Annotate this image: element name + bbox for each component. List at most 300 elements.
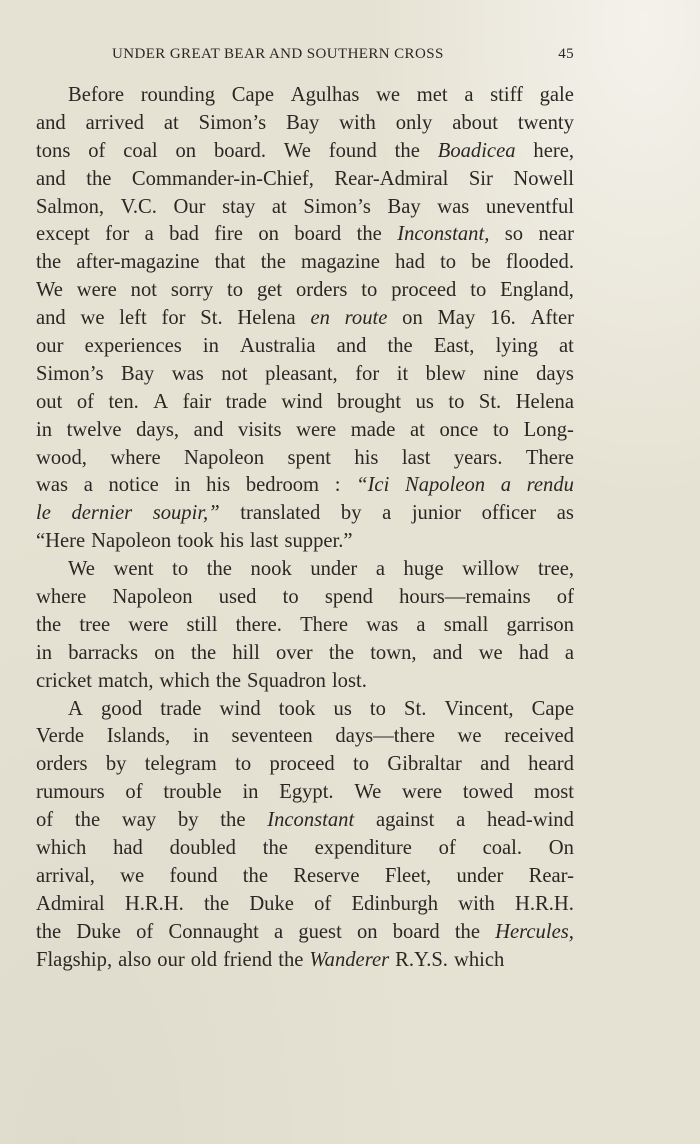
word: a bbox=[382, 502, 392, 525]
word: a bbox=[144, 223, 154, 246]
word: spend bbox=[324, 586, 373, 609]
text-line bbox=[36, 612, 574, 640]
word: of bbox=[438, 837, 456, 860]
page-header bbox=[98, 46, 574, 68]
word: trade bbox=[160, 697, 202, 720]
word: the bbox=[206, 558, 232, 581]
word: against bbox=[375, 809, 435, 832]
word: a bbox=[500, 474, 512, 497]
word: which bbox=[453, 948, 505, 971]
word: a bbox=[564, 641, 574, 664]
text-line bbox=[36, 891, 574, 919]
word: coal. bbox=[482, 837, 523, 860]
word: to bbox=[492, 418, 509, 441]
text-line bbox=[36, 835, 574, 863]
word: and bbox=[36, 307, 66, 330]
text-line bbox=[36, 166, 574, 194]
word: Edinburgh bbox=[351, 892, 439, 915]
word: on bbox=[402, 307, 423, 330]
word: We bbox=[36, 279, 63, 302]
running-head: UNDER GREAT BEAR AND SOUTHERN CROSS bbox=[112, 46, 444, 62]
word: by bbox=[177, 809, 199, 832]
word: Inconstant, bbox=[397, 223, 490, 246]
word: Bay bbox=[286, 111, 320, 134]
word: 16. bbox=[490, 307, 516, 330]
word: garrison bbox=[506, 613, 574, 636]
word: used bbox=[218, 586, 257, 609]
word: We bbox=[283, 139, 311, 162]
word: We bbox=[354, 781, 382, 804]
word: found bbox=[328, 139, 377, 162]
word: left bbox=[119, 307, 147, 330]
body-text bbox=[36, 82, 574, 975]
word: soupir,” bbox=[152, 502, 220, 525]
word: it bbox=[396, 362, 409, 385]
word: Duke bbox=[76, 920, 121, 943]
word: the bbox=[328, 641, 354, 664]
word: his bbox=[219, 530, 244, 553]
word: Connaught bbox=[168, 920, 259, 943]
word: lost. bbox=[331, 669, 367, 692]
word: took bbox=[177, 530, 214, 553]
word: to bbox=[369, 697, 386, 720]
word: where bbox=[36, 586, 87, 609]
word: coal bbox=[123, 139, 158, 162]
word: for bbox=[161, 307, 186, 330]
word: H.R.H. bbox=[124, 892, 184, 915]
word: of bbox=[125, 781, 143, 804]
word: Before bbox=[68, 84, 125, 106]
word: way bbox=[121, 809, 157, 832]
word: twenty bbox=[517, 111, 574, 134]
word: only bbox=[395, 111, 433, 134]
word: stay bbox=[222, 195, 256, 218]
word: huge bbox=[403, 558, 444, 581]
word: the bbox=[36, 920, 62, 943]
word: the bbox=[356, 223, 382, 246]
paragraph bbox=[36, 696, 574, 975]
word: of bbox=[136, 920, 154, 943]
word: After bbox=[530, 307, 574, 330]
word: Inconstant bbox=[267, 809, 355, 832]
word: to bbox=[440, 251, 457, 274]
word: us bbox=[415, 390, 434, 413]
word: still bbox=[186, 613, 218, 636]
word: in bbox=[36, 418, 53, 441]
word: Fleet, bbox=[384, 864, 432, 887]
word: Wanderer bbox=[309, 948, 390, 971]
word: willow bbox=[462, 558, 520, 581]
word: to bbox=[361, 279, 378, 302]
word: in bbox=[174, 474, 191, 497]
word: route bbox=[344, 307, 388, 330]
word: Rear-Admiral bbox=[334, 167, 449, 190]
word: England, bbox=[500, 279, 574, 302]
word: proceed bbox=[269, 753, 335, 776]
word: uneventful bbox=[485, 195, 574, 218]
text-line bbox=[36, 919, 574, 947]
word: visits bbox=[238, 418, 282, 441]
word: of bbox=[314, 892, 332, 915]
word: Commander-in-Chief, bbox=[131, 167, 314, 190]
word: to bbox=[282, 586, 299, 609]
word: Agulhas bbox=[290, 84, 360, 106]
word: not bbox=[130, 279, 157, 302]
word: had bbox=[113, 837, 143, 860]
word: expenditure bbox=[314, 837, 412, 860]
text-line bbox=[36, 333, 574, 361]
word: spent bbox=[287, 446, 331, 469]
word: our bbox=[36, 335, 64, 358]
text-line bbox=[36, 472, 574, 500]
text-line bbox=[36, 556, 574, 584]
word: that bbox=[214, 251, 246, 274]
word: had bbox=[518, 641, 549, 664]
word: magazine bbox=[301, 251, 380, 274]
word: wood, bbox=[36, 446, 87, 469]
word: gale bbox=[539, 84, 574, 106]
word: good bbox=[100, 697, 143, 720]
word: Long- bbox=[523, 418, 574, 441]
text-line bbox=[36, 305, 574, 333]
text-line bbox=[36, 528, 574, 556]
text-line bbox=[36, 249, 574, 277]
word: Helena bbox=[515, 390, 574, 413]
word: last bbox=[249, 530, 279, 553]
word: over bbox=[276, 641, 313, 664]
word: to bbox=[235, 753, 252, 776]
word: “Here bbox=[36, 530, 86, 553]
word: near bbox=[538, 223, 574, 246]
word: wind bbox=[219, 697, 261, 720]
word: here, bbox=[533, 139, 574, 162]
word: bad bbox=[169, 223, 199, 246]
word: was bbox=[36, 474, 69, 497]
word: the bbox=[262, 837, 288, 860]
text-line bbox=[36, 417, 574, 445]
word: tree, bbox=[537, 558, 574, 581]
word: en bbox=[310, 307, 330, 330]
word: Islands, bbox=[106, 725, 171, 748]
word: on bbox=[258, 223, 279, 246]
word: On bbox=[548, 837, 574, 860]
word: the bbox=[260, 251, 286, 274]
word: May bbox=[437, 307, 476, 330]
word: of bbox=[556, 586, 574, 609]
word: Cape bbox=[231, 84, 275, 106]
word: Duke bbox=[249, 892, 294, 915]
word: bedroom bbox=[245, 474, 320, 497]
word: of bbox=[76, 390, 94, 413]
word: and bbox=[36, 167, 66, 190]
word: A bbox=[68, 697, 83, 720]
word: We bbox=[68, 558, 95, 581]
word: blew bbox=[425, 362, 466, 385]
word: board bbox=[392, 920, 440, 943]
word: found bbox=[169, 864, 218, 887]
text-line bbox=[36, 110, 574, 138]
text-line bbox=[36, 807, 574, 835]
text-line bbox=[36, 138, 574, 166]
text-line bbox=[36, 779, 574, 807]
word: with bbox=[458, 892, 495, 915]
word: Squadron bbox=[247, 669, 326, 692]
word: telegram bbox=[144, 753, 217, 776]
word: cricket bbox=[36, 669, 93, 692]
word: not bbox=[221, 362, 248, 385]
word: as bbox=[556, 502, 574, 525]
word: orders bbox=[295, 279, 348, 302]
word: seventeen bbox=[231, 725, 313, 748]
word: head-wind bbox=[486, 809, 574, 832]
word: were bbox=[296, 418, 337, 441]
word: Bay bbox=[121, 362, 155, 385]
word: had bbox=[395, 251, 425, 274]
word: a bbox=[464, 84, 474, 106]
word: Reserve bbox=[293, 864, 360, 887]
word: fire bbox=[214, 223, 243, 246]
word: the bbox=[203, 892, 230, 915]
word: trouble bbox=[163, 781, 222, 804]
word: Helena bbox=[237, 307, 296, 330]
word: Rear- bbox=[528, 864, 574, 887]
word: Admiral bbox=[36, 892, 105, 915]
word: hours—remains bbox=[399, 586, 531, 609]
word: Verde bbox=[36, 725, 85, 748]
word: to bbox=[448, 390, 465, 413]
word: under bbox=[310, 558, 358, 581]
word: to bbox=[172, 558, 189, 581]
word: were bbox=[76, 279, 117, 302]
word: met bbox=[416, 84, 448, 106]
word: the bbox=[394, 139, 420, 162]
word: tree bbox=[79, 613, 111, 636]
word: Simon’s bbox=[198, 111, 267, 134]
word: dernier bbox=[71, 502, 133, 525]
word: tons bbox=[36, 139, 71, 162]
word: out bbox=[36, 390, 63, 413]
word: Our bbox=[173, 195, 206, 218]
paragraph bbox=[36, 556, 574, 695]
word: also bbox=[118, 948, 152, 971]
word: with bbox=[339, 111, 376, 134]
text-line bbox=[36, 500, 574, 528]
word: except bbox=[36, 223, 90, 246]
word: rounding bbox=[140, 84, 216, 106]
word: we bbox=[478, 641, 503, 664]
text-line bbox=[36, 445, 574, 473]
word: old bbox=[190, 948, 218, 971]
word: in bbox=[36, 641, 53, 664]
word: a bbox=[83, 474, 93, 497]
word: towed bbox=[462, 781, 514, 804]
word: be bbox=[471, 251, 491, 274]
word: Salmon, bbox=[36, 195, 105, 218]
word: notice bbox=[108, 474, 159, 497]
word: : bbox=[334, 474, 341, 497]
word: most bbox=[533, 781, 574, 804]
word: to bbox=[353, 753, 370, 776]
word: on bbox=[356, 920, 378, 943]
word: Simon’s bbox=[303, 195, 371, 218]
word: the bbox=[220, 809, 246, 832]
word: received bbox=[504, 725, 574, 748]
word: to bbox=[470, 279, 487, 302]
word: brought bbox=[337, 390, 402, 413]
word: his bbox=[354, 446, 379, 469]
word: Bay bbox=[387, 195, 421, 218]
word: lying bbox=[495, 335, 538, 358]
word: board bbox=[294, 223, 342, 246]
word: Napoleon bbox=[184, 446, 265, 469]
word: under bbox=[456, 864, 504, 887]
word: in bbox=[242, 781, 259, 804]
word: a bbox=[416, 613, 426, 636]
word: in bbox=[202, 335, 219, 358]
word: was bbox=[366, 613, 399, 636]
word: Napoleon bbox=[404, 474, 486, 497]
word: “Ici bbox=[356, 474, 390, 497]
word: East, bbox=[433, 335, 475, 358]
word: and bbox=[480, 753, 510, 776]
word: St. bbox=[200, 307, 223, 330]
word: the bbox=[278, 948, 304, 971]
word: pleasant, bbox=[265, 362, 338, 385]
word: small bbox=[443, 613, 489, 636]
word: experiences bbox=[84, 335, 182, 358]
word: arrived bbox=[85, 111, 144, 134]
word: the bbox=[86, 167, 112, 190]
word: by bbox=[340, 502, 362, 525]
word: at bbox=[409, 418, 425, 441]
word: we bbox=[376, 84, 401, 106]
word: junior bbox=[411, 502, 462, 525]
word: we bbox=[457, 725, 482, 748]
word: Flagship, bbox=[36, 948, 113, 971]
word: Napoleon bbox=[112, 586, 193, 609]
word: stiff bbox=[490, 84, 523, 106]
text-line bbox=[36, 221, 574, 249]
word: so bbox=[504, 223, 524, 246]
word: the bbox=[215, 669, 241, 692]
paragraph bbox=[36, 82, 574, 556]
word: twelve bbox=[66, 418, 122, 441]
word: a bbox=[456, 809, 466, 832]
word: and bbox=[193, 418, 224, 441]
word: after-magazine bbox=[76, 251, 200, 274]
word: Nowell bbox=[513, 167, 574, 190]
text-line bbox=[36, 863, 574, 891]
word: was bbox=[171, 362, 204, 385]
word: nine bbox=[483, 362, 519, 385]
word: in bbox=[192, 725, 209, 748]
word: match, bbox=[98, 669, 154, 692]
word: friend bbox=[223, 948, 273, 971]
text-line bbox=[36, 947, 574, 975]
text-line bbox=[36, 361, 574, 389]
word: for bbox=[105, 223, 130, 246]
word: Cape bbox=[531, 697, 574, 720]
word: translated bbox=[240, 502, 321, 525]
word: board. bbox=[213, 139, 267, 162]
word: Sir bbox=[468, 167, 493, 190]
word: which bbox=[36, 837, 87, 860]
word: Napoleon bbox=[91, 530, 172, 553]
word: we bbox=[80, 307, 105, 330]
word: the bbox=[242, 864, 268, 887]
word: the bbox=[74, 809, 101, 832]
word: a bbox=[375, 558, 385, 581]
word: and bbox=[432, 641, 463, 664]
word: guest bbox=[298, 920, 342, 943]
word: wind bbox=[281, 390, 323, 413]
word: were bbox=[128, 613, 169, 636]
word: where bbox=[110, 446, 161, 469]
word: was bbox=[437, 195, 470, 218]
word: heard bbox=[528, 753, 574, 776]
word: days bbox=[536, 362, 574, 385]
word: fair bbox=[182, 390, 212, 413]
word: once bbox=[439, 418, 479, 441]
word: Simon’s bbox=[36, 362, 104, 385]
word: were bbox=[402, 781, 443, 804]
word: Hercules, bbox=[495, 920, 574, 943]
word: at bbox=[271, 195, 287, 218]
word: le bbox=[36, 502, 51, 525]
word: town, bbox=[370, 641, 417, 664]
word: the bbox=[454, 920, 480, 943]
word: made bbox=[350, 418, 396, 441]
word: R.Y.S. bbox=[395, 948, 448, 971]
word: at bbox=[559, 335, 574, 358]
word: took bbox=[278, 697, 316, 720]
word: trade bbox=[225, 390, 267, 413]
word: barracks bbox=[68, 641, 138, 664]
word: officer bbox=[481, 502, 537, 525]
word: us bbox=[333, 697, 352, 720]
word: arrival, bbox=[36, 864, 95, 887]
text-line bbox=[36, 277, 574, 305]
word: days, bbox=[136, 418, 180, 441]
word: our bbox=[157, 948, 185, 971]
word: on bbox=[175, 139, 197, 162]
word: rumours bbox=[36, 781, 105, 804]
word: on bbox=[154, 641, 175, 664]
word: last bbox=[401, 446, 431, 469]
word: days—there bbox=[335, 725, 435, 748]
word: we bbox=[120, 864, 145, 887]
word: H.R.H. bbox=[515, 892, 574, 915]
word: went bbox=[113, 558, 154, 581]
page-number: 45 bbox=[558, 46, 574, 62]
text-line bbox=[36, 82, 574, 110]
word: the bbox=[36, 251, 62, 274]
text-line bbox=[36, 723, 574, 751]
word: proceed bbox=[391, 279, 457, 302]
word: the bbox=[387, 335, 413, 358]
word: which bbox=[159, 669, 210, 692]
word: Boadicea bbox=[437, 139, 516, 162]
word: Egypt. bbox=[279, 781, 334, 804]
word: a bbox=[274, 920, 284, 943]
word: Australia bbox=[240, 335, 316, 358]
word: supper.” bbox=[284, 530, 353, 553]
word: by bbox=[105, 753, 127, 776]
word: St. bbox=[478, 390, 502, 413]
word: of bbox=[88, 139, 106, 162]
word: years. bbox=[453, 446, 503, 469]
word: to bbox=[227, 279, 244, 302]
